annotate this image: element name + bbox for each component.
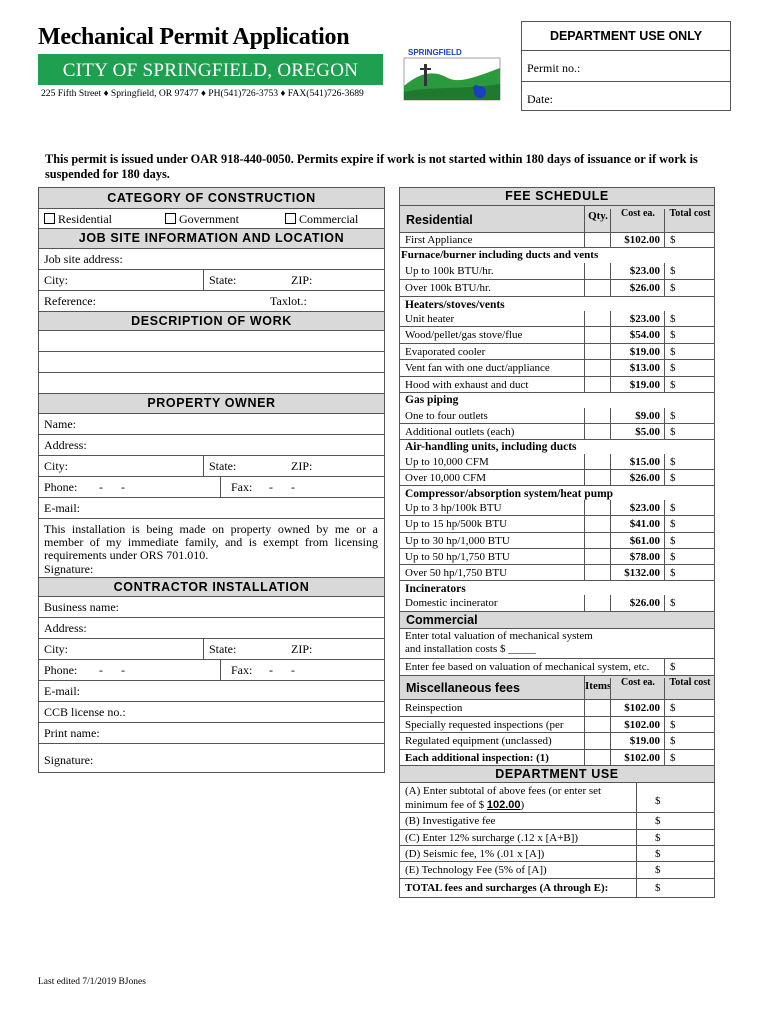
quantity-field[interactable] — [584, 516, 610, 531]
springfield-logo — [400, 46, 504, 102]
description-line[interactable] — [39, 373, 384, 394]
owner-signature-field[interactable]: Signature: — [44, 562, 94, 576]
government-option[interactable]: Government — [165, 209, 239, 229]
job-city-field[interactable]: City: — [44, 273, 69, 287]
quantity-field[interactable] — [584, 377, 610, 392]
ccb-license-field[interactable]: CCB license no.: — [39, 702, 384, 723]
fee-label: Additional outlets (each) — [405, 425, 515, 438]
fee-label: Up to 50 hp/1,750 BTU — [405, 550, 510, 563]
permit-notice: This permit is issued under OAR 918-440-0050. Permits expire if work is not started within 180 days of issuance or if work is suspended for 180 days. — [45, 152, 698, 181]
quantity-field[interactable] — [584, 717, 610, 733]
items-header: Items — [584, 676, 611, 699]
fee-label: Up to 100k BTU/hr. — [405, 265, 494, 277]
contractor-city-row[interactable] — [39, 639, 384, 660]
department-use-heading: DEPARTMENT USE — [400, 766, 714, 783]
contractor-state-field[interactable]: State: — [203, 639, 286, 659]
total-cost-field[interactable]: $ — [664, 377, 714, 392]
compressor-fee-row — [400, 533, 714, 549]
category-heading: CATEGORY OF CONSTRUCTION — [39, 188, 384, 209]
compressor-fee-row — [400, 516, 714, 532]
cost-each: $23.00 — [610, 263, 664, 279]
quantity-field[interactable] — [584, 700, 610, 716]
quantity-field[interactable] — [584, 311, 610, 326]
air-handling-fee-row — [400, 470, 714, 486]
air-handling-heading: Air-handling units, including ducts — [405, 440, 577, 453]
total-cost-field[interactable]: $ — [664, 408, 714, 423]
incinerators-heading: Incinerators — [405, 583, 466, 596]
heater-fee-row — [400, 344, 714, 360]
fee-row-first-appliance: First Appliance $102.00 $ — [400, 233, 714, 248]
fee-schedule-heading: FEE SCHEDULE — [400, 188, 714, 206]
commercial-valuation-row[interactable]: Enter total valuation of mechanical system and installation costs $ _____ — [400, 629, 714, 659]
misc-header-row — [400, 676, 714, 700]
total-cost-field[interactable]: $ — [664, 750, 714, 766]
print-name-field[interactable]: Print name: — [39, 723, 384, 744]
cost-each: $19.00 — [610, 733, 664, 749]
reference-row[interactable] — [39, 291, 384, 312]
logo-text: SPRINGFIELD — [408, 48, 462, 57]
air-handling-fee-row — [400, 454, 714, 470]
fee-label: Reinspection — [405, 702, 463, 715]
dept-fee-row — [400, 813, 714, 829]
contractor-zip-field[interactable]: ZIP: — [291, 642, 313, 656]
quantity-field[interactable] — [584, 470, 610, 485]
cost-each: $102.00 — [610, 750, 664, 766]
compressor-fee-row — [400, 565, 714, 581]
contractor-signature-field[interactable]: Signature: — [44, 753, 94, 767]
fee-label: Hood with exhaust and duct — [405, 378, 529, 391]
quantity-field[interactable] — [584, 344, 610, 359]
quantity-field[interactable] — [584, 263, 610, 279]
total-cost-field[interactable]: $ — [664, 516, 714, 531]
owner-zip-field[interactable]: ZIP: — [291, 459, 313, 473]
quantity-field[interactable] — [584, 360, 610, 375]
quantity-field[interactable] — [584, 565, 610, 580]
misc-fee-row — [400, 700, 714, 717]
quantity-field[interactable] — [584, 750, 610, 766]
contractor-fax-field[interactable]: Fax: - - — [220, 660, 383, 680]
dept-fee-amount[interactable]: $ — [636, 862, 714, 877]
city-banner: CITY OF SPRINGFIELD, OREGON — [38, 54, 383, 85]
fee-label: Wood/pellet/gas stove/flue — [405, 329, 523, 342]
fee-label: Each additional inspection: (1) — [405, 751, 549, 764]
dept-fee-row — [400, 846, 714, 862]
total-cost-field[interactable]: $ — [664, 565, 714, 580]
furnace-fee-row — [400, 280, 714, 297]
gas-piping-heading: Gas piping — [405, 393, 459, 406]
commercial-option[interactable]: Commercial — [285, 209, 358, 229]
page-title: Mechanical Permit Application — [38, 24, 350, 50]
quantity-field[interactable] — [584, 549, 610, 564]
total-cost-field[interactable]: $ — [664, 733, 714, 749]
owner-phone-field[interactable]: Phone: - - — [44, 480, 125, 494]
cost-each: $19.00 — [610, 344, 664, 359]
quantity-field[interactable] — [584, 424, 610, 439]
total-cost-field[interactable]: $ — [664, 533, 714, 548]
cost-each: $26.00 — [610, 470, 664, 485]
checkbox-icon[interactable] — [285, 213, 296, 224]
permit-number-field[interactable]: Permit no.: — [522, 51, 730, 82]
cost-each: $13.00 — [610, 360, 664, 375]
taxlot-field[interactable]: Taxlot.: — [270, 294, 307, 308]
contractor-city-field[interactable]: City: — [44, 642, 69, 656]
owner-phone-row[interactable] — [39, 477, 384, 498]
misc-fee-row — [400, 750, 714, 767]
cost-each: $102.00 — [610, 700, 664, 716]
cost-each: $15.00 — [610, 454, 664, 469]
dept-fee-row — [400, 862, 714, 878]
compressor-fee-row — [400, 500, 714, 516]
commercial-heading: Commercial — [400, 612, 714, 629]
fee-label: Vent fan with one duct/appliance — [405, 362, 550, 375]
department-use-box — [521, 21, 731, 111]
job-city-row[interactable] — [39, 270, 384, 291]
dept-row-a: (A) Enter subtotal of above fees (or enter set minimum fee of $ 102.00) $ — [400, 783, 714, 813]
fee-label: Up to 30 hp/1,000 BTU — [405, 534, 510, 547]
cost-ea-header: Cost ea. — [610, 209, 665, 236]
furnace-fee-row — [400, 263, 714, 280]
job-state-field[interactable]: State: — [203, 270, 286, 290]
quantity-field[interactable] — [584, 533, 610, 548]
category-row — [39, 209, 384, 229]
total-cost-field[interactable]: $ — [664, 549, 714, 564]
total-cost-field[interactable]: $ — [664, 500, 714, 515]
total-cost-field[interactable]: $ — [664, 717, 714, 733]
furnace-heading: Furnace/burner including ducts and vents — [401, 249, 599, 261]
job-zip-field[interactable]: ZIP: — [291, 273, 313, 287]
description-line[interactable] — [39, 352, 384, 373]
fee-label: One to four outlets — [405, 409, 488, 422]
heater-fee-row — [400, 327, 714, 343]
fee-label: Up to 3 hp/100k BTU — [405, 501, 502, 514]
dept-fee-row — [400, 830, 714, 846]
total-cost-field[interactable]: $ — [664, 327, 714, 342]
last-edited-footer: Last edited 7/1/2019 BJones — [38, 977, 146, 987]
owner-city-row[interactable] — [39, 456, 384, 477]
contractor-address-field[interactable]: Address: — [39, 618, 384, 639]
owner-name-field[interactable]: Name: — [39, 414, 384, 435]
total-cost-field[interactable]: $ — [664, 360, 714, 375]
misc-fee-row — [400, 733, 714, 750]
cost-each: $78.00 — [610, 549, 664, 564]
cost-each: $23.00 — [610, 500, 664, 515]
heater-fee-row — [400, 377, 714, 393]
cost-each: $41.00 — [610, 516, 664, 531]
total-cost-header: Total cost — [664, 209, 715, 236]
quantity-field[interactable] — [584, 327, 610, 342]
cost-each: $19.00 — [610, 377, 664, 392]
fee-row-incinerator: Domestic incinerator $26.00 $ — [400, 595, 714, 612]
fee-label: Up to 15 hp/500k BTU — [405, 518, 508, 531]
contractor-phone-row[interactable] — [39, 660, 384, 681]
total-cost-field[interactable]: $ — [664, 454, 714, 469]
dept-use-heading: DEPARTMENT USE ONLY — [522, 22, 730, 51]
date-field[interactable]: Date: — [527, 92, 553, 106]
total-cost-field[interactable]: $ — [664, 700, 714, 716]
fee-label: Unit heater — [405, 313, 455, 325]
fee-label: Evaporated cooler — [405, 345, 486, 358]
business-name-field[interactable]: Business name: — [39, 597, 384, 618]
dept-fee-amount[interactable]: $ — [636, 830, 714, 845]
heater-fee-row — [400, 360, 714, 376]
quantity-field[interactable] — [584, 454, 610, 469]
gas-fee-row — [400, 424, 714, 440]
cost-each: $132.00 — [610, 565, 664, 580]
jobsite-heading: JOB SITE INFORMATION AND LOCATION — [39, 229, 384, 249]
fee-label: Regulated equipment (unclassed) — [405, 735, 552, 748]
qty-header: Qty. — [584, 206, 611, 232]
total-cost-field[interactable]: $ — [664, 470, 714, 485]
misc-heading: Miscellaneous fees — [406, 681, 520, 696]
applicant-section — [38, 187, 385, 773]
contractor-phone-field[interactable]: Phone: - - — [44, 663, 125, 677]
total-cost-field[interactable]: $ — [664, 424, 714, 439]
heater-fee-row — [400, 311, 714, 327]
residential-heading: Residential — [406, 213, 473, 227]
gas-fee-row — [400, 408, 714, 424]
fee-label: Specially requested inspections (per — [405, 718, 564, 731]
residential-option[interactable]: Residential — [44, 209, 112, 229]
cost-each: $23.00 — [610, 311, 664, 326]
checkbox-icon[interactable] — [165, 213, 176, 224]
cost-each: $54.00 — [610, 327, 664, 342]
fee-label: Over 10,000 CFM — [405, 471, 486, 484]
description-heading: DESCRIPTION OF WORK — [39, 312, 384, 331]
fee-label: Over 100k BTU/hr. — [405, 282, 491, 294]
quantity-field[interactable] — [584, 733, 610, 749]
misc-total-cost-header: Total cost — [664, 678, 715, 702]
compressor-fee-row — [400, 549, 714, 565]
contractor-email-field[interactable]: E-mail: — [39, 681, 384, 702]
owner-address-field[interactable]: Address: — [39, 435, 384, 456]
dept-fee-label: (D) Seismic fee, 1% (.01 x [A]) — [405, 848, 545, 861]
quantity-field[interactable] — [584, 408, 610, 423]
residential-header-row — [400, 206, 714, 233]
dept-row-total: TOTAL fees and surcharges (A through E): $ — [400, 879, 714, 897]
description-line[interactable] — [39, 331, 384, 352]
total-cost-field[interactable]: $ — [664, 311, 714, 326]
dept-fee-amount[interactable]: $ — [636, 846, 714, 861]
owner-email-field[interactable]: E-mail: — [39, 498, 384, 519]
cost-each: $5.00 — [610, 424, 664, 439]
exemption-block — [39, 519, 384, 578]
exemption-text: This installation is being made on property owned by me or a member of my immediate family, and is exempt from licensing requirements under ORS 701.010. — [44, 522, 378, 562]
misc-cost-ea-header: Cost ea. — [610, 678, 665, 702]
cost-each: $26.00 — [610, 280, 664, 296]
owner-fax-field[interactable]: Fax: - - — [220, 477, 383, 497]
address-line: 225 Fifth Street ♦ Springfield, OR 97477 ♦ PH(541)726-3753 ♦ FAX(541)726-3689 — [41, 88, 364, 99]
job-site-address-field[interactable]: Job site address: — [39, 249, 384, 270]
owner-state-field[interactable]: State: — [203, 456, 286, 476]
fee-label: Over 50 hp/1,750 BTU — [405, 567, 508, 580]
contractor-heading: CONTRACTOR INSTALLATION — [39, 578, 384, 597]
dept-fee-amount[interactable]: $ — [636, 813, 714, 828]
total-cost-field[interactable]: $ — [664, 280, 714, 296]
quantity-field[interactable] — [584, 280, 610, 296]
fee-schedule — [399, 187, 715, 898]
dept-fee-label: (E) Technology Fee (5% of [A]) — [405, 864, 547, 877]
fee-label: Up to 10,000 CFM — [405, 455, 489, 468]
cost-each: $9.00 — [610, 408, 664, 423]
heaters-heading: Heaters/stoves/vents — [405, 299, 505, 311]
total-cost-field[interactable]: $ — [664, 344, 714, 359]
dept-fee-label: (C) Enter 12% surcharge (.12 x [A+B]) — [405, 831, 579, 844]
checkbox-icon[interactable] — [44, 213, 55, 224]
dept-fee-label: (B) Investigative fee — [405, 815, 496, 828]
commercial-fee-row[interactable]: Enter fee based on valuation of mechanical system, etc. $ — [400, 659, 714, 676]
owner-city-field[interactable]: City: — [44, 459, 69, 473]
compressor-heading: Compressor/absorption system/heat pump — [405, 487, 614, 500]
reference-field[interactable]: Reference: — [44, 294, 96, 308]
cost-each: $102.00 — [610, 717, 664, 733]
quantity-field[interactable] — [584, 500, 610, 515]
misc-fee-row — [400, 717, 714, 734]
total-cost-field[interactable]: $ — [664, 263, 714, 279]
cost-each: $61.00 — [610, 533, 664, 548]
owner-heading: PROPERTY OWNER — [39, 394, 384, 414]
